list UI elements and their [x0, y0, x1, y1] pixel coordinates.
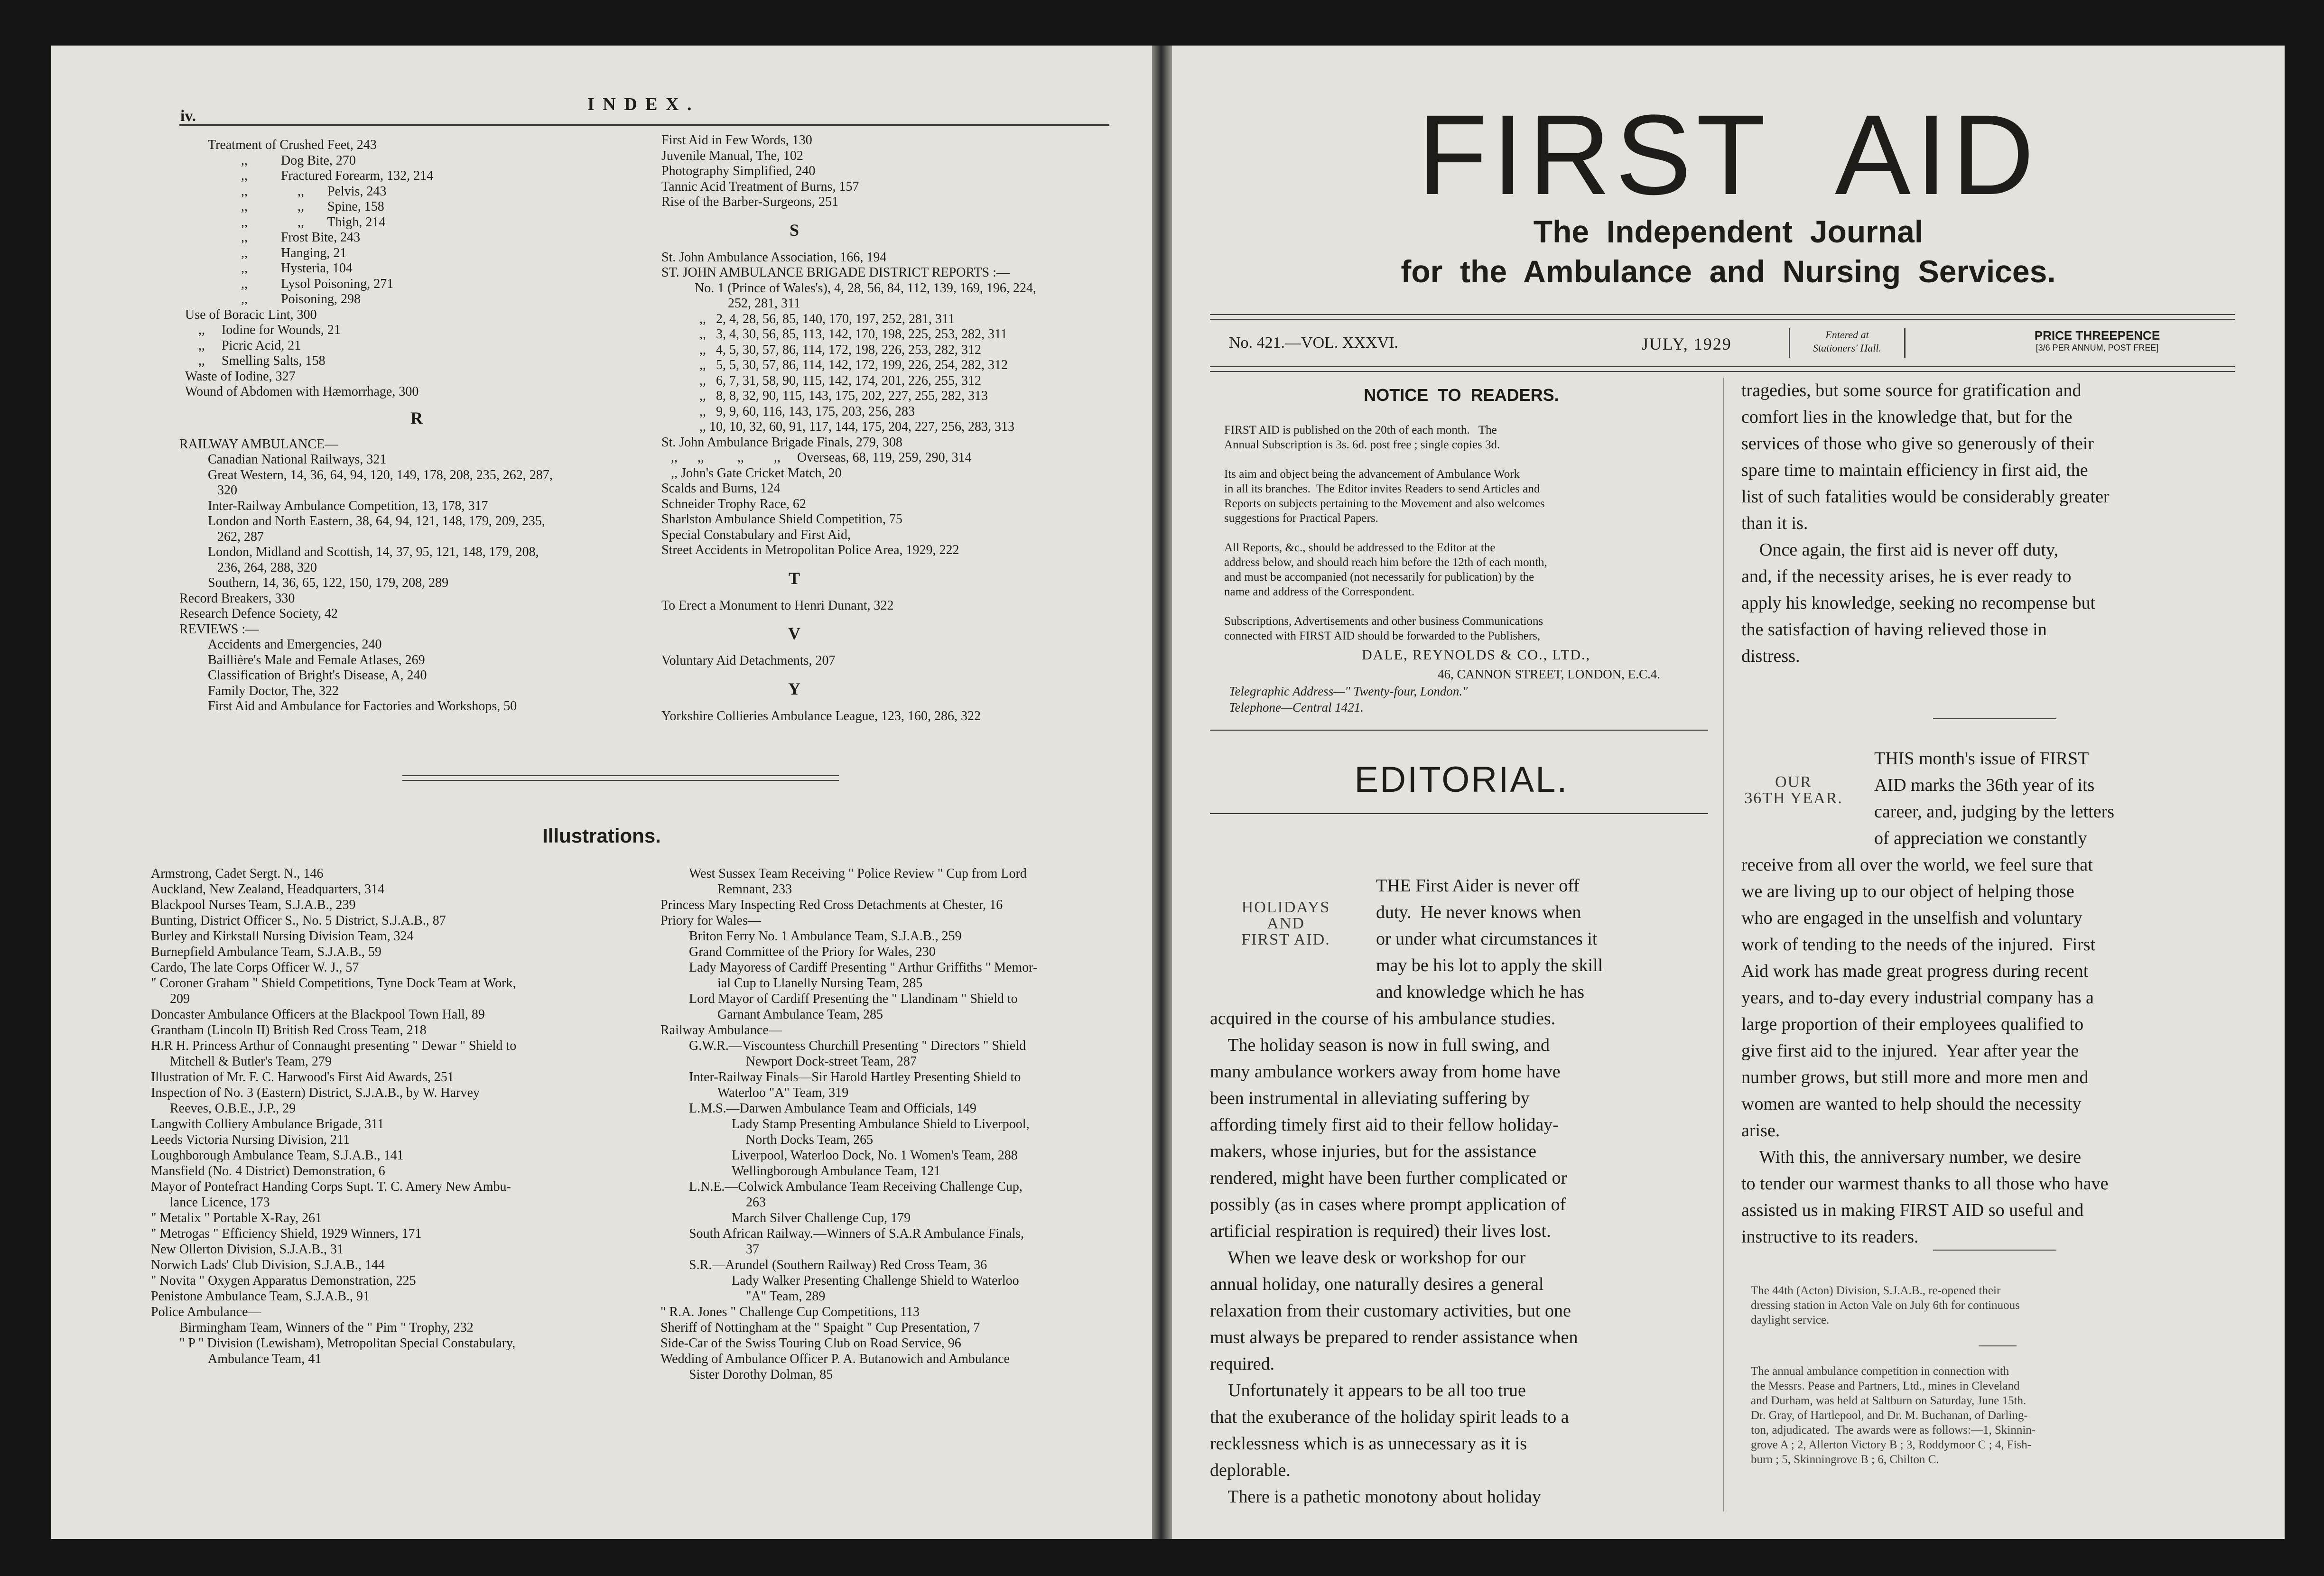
section-divider [402, 775, 839, 781]
illustration-entry: Remnant, 233 [717, 882, 792, 897]
editorial-line: or under what circumstances it [1376, 929, 1598, 949]
editorial-line: Aid work has made great progress during recent [1741, 961, 2089, 981]
index-entry: Sharlston Ambulance Shield Competition, 75 [661, 512, 902, 527]
note-line: dressing station in Acton Vale on July 6th for continuous [1751, 1299, 2020, 1312]
illustration-entry: Sheriff of Nottingham at the " Spaight " Cup Presentation, 7 [660, 1320, 980, 1335]
editorial-line: arise. [1741, 1121, 1780, 1140]
news-note-acton [1751, 1285, 2263, 1329]
price-line-1: PRICE THREEPENCE [2034, 328, 2160, 343]
note-line: ton, adjudicated. The awards were as follows:—1, Skinnin- [1751, 1424, 2036, 1437]
editorial-line: must always be prepared to render assistance when [1210, 1327, 1578, 1347]
illustration-entry: Lady Walker Presenting Challenge Shield to Waterloo [732, 1273, 1019, 1288]
editorial-line: the satisfaction of having relieved those in [1741, 620, 2047, 640]
note-line: grove A ; 2, Allerton Victory B ; 3, Roddymoor C ; 4, Fish- [1751, 1438, 2032, 1451]
price-line-2: [3/6 PER ANNUM, POST FREE] [2036, 343, 2159, 352]
editorial-line: and knowledge which he has [1376, 982, 1584, 1002]
index-entry: Waste of Iodine, 327 [185, 369, 296, 384]
illustration-entry: Lord Mayor of Cardiff Presenting the " Llandinam " Shield to [689, 992, 1018, 1006]
illustration-entry: L.N.E.—Colwick Ambulance Team Receiving Challenge Cup, [689, 1179, 1023, 1194]
illustration-entry: Reeves, O.B.E., J.P., 29 [170, 1101, 296, 1116]
index-entry: ,, Fractured Forearm, 132, 214 [241, 168, 434, 183]
editorial-line: When we leave desk or workshop for our [1210, 1248, 1526, 1268]
index-entries-treatment [179, 139, 654, 401]
sidehead-line: HOLIDAYS [1241, 899, 1330, 916]
illustration-entry: Auckland, New Zealand, Headquarters, 314 [151, 882, 385, 897]
illustration-entry: Inter-Railway Finals—Sir Harold Hartley Presenting Shield to [689, 1070, 1021, 1085]
note-line: Dr. Gray, of Hartlepool, and Dr. M. Buchanan, of Darling- [1751, 1409, 2028, 1422]
left-page [51, 46, 1152, 1539]
editorial-line: to tender our warmest thanks to all those who have [1741, 1174, 2109, 1194]
illustration-entry: Grantham (Lincoln II) British Red Cross Team, 218 [151, 1023, 427, 1038]
notice-line: Its aim and object being the advancement of Ambulance Work [1224, 468, 1520, 481]
index-entry: ,, 2, 4, 28, 56, 85, 140, 170, 197, 252, 281, 311 [699, 311, 955, 326]
index-entry: ,, 6, 7, 31, 58, 90, 115, 142, 174, 201, 226, 255, 312 [699, 373, 981, 388]
editorial-line: makers, whose injuries, but for the assistance [1210, 1141, 1537, 1161]
index-entry: ,, Iodine for Wounds, 21 [198, 323, 341, 337]
illustration-entry: H.R H. Princess Arthur of Connaught presenting " Dewar " Shield to [151, 1038, 517, 1053]
illustration-entry: South African Railway.—Winners of S.A.R Ambulance Finals, [689, 1226, 1024, 1241]
illustration-entry: Priory for Wales— [660, 913, 761, 928]
entered-line-2: Stationers' Hall. [1813, 342, 1882, 354]
illustrations-column-1 [151, 867, 673, 1368]
illustration-entry: Lady Mayoress of Cardiff Presenting " Arthur Griffiths " Memor- [689, 960, 1038, 975]
editorial-line: The holiday season is now in full swing, and [1210, 1035, 1550, 1055]
editorial-line: services of those who give so generously of their [1741, 434, 2094, 454]
index-entry: ,, Dog Bite, 270 [241, 153, 356, 168]
illustration-entry: Langwith Colliery Ambulance Brigade, 311 [151, 1117, 384, 1131]
telegraphic-address: Telegraphic Address—" Twenty-four, London." [1229, 684, 1468, 698]
editorial-line: THIS month's issue of FIRST [1874, 749, 2089, 769]
illustration-entry: Cardo, The late Corps Officer W. J., 57 [151, 960, 359, 975]
index-entry: Southern, 14, 36, 65, 122, 150, 179, 208, 289 [208, 575, 449, 590]
index-entry: St. John Ambulance Association, 166, 194 [661, 250, 887, 265]
notice-body [1224, 424, 1713, 645]
notice-line [1224, 527, 1713, 542]
illustration-entry: Sister Dorothy Dolman, 85 [689, 1367, 833, 1382]
editorial-line: many ambulance workers away from home have [1210, 1062, 1561, 1082]
index-entry: ,, Smelling Salts, 158 [198, 353, 325, 368]
index-entry-rise: Rise of the Barber-Surgeons, 251 [661, 195, 838, 209]
editorial-column-2-top [1741, 381, 2273, 674]
illustration-entry: " R.A. Jones " Challenge Cup Competitions, 113 [660, 1305, 920, 1319]
index-entry: ,, 10, 10, 32, 60, 91, 117, 144, 175, 204, 227, 256, 283, 313 [699, 419, 1014, 434]
separator-2 [1933, 1250, 2056, 1251]
index-entry: ,, Frost Bite, 243 [241, 230, 361, 245]
index-entry: 262, 287 [217, 529, 264, 544]
notice-line [1224, 601, 1713, 615]
editorial-line: annual holiday, one naturally desires a general [1210, 1274, 1544, 1294]
editorial-line: comfort lies in the knowledge that, but for the [1741, 407, 2073, 427]
editorial-line: may be his lot to apply the skill [1376, 955, 1603, 975]
notice-line: and must be accompanied (not necessarily for publication) by the [1224, 571, 1534, 584]
editorial-line: large proportion of their employees qualified to [1741, 1014, 2084, 1034]
entered-line-1: Entered at [1825, 329, 1869, 341]
right-page [1172, 46, 2285, 1539]
note-line: the Messrs. Pease and Partners, Ltd., mines in Cleveland [1751, 1380, 2020, 1392]
index-letter-s: S [789, 220, 799, 240]
notice-line: address below, and should reach him before the 12th of each month, [1224, 556, 1547, 569]
index-letter-t: T [788, 568, 800, 588]
illustration-entry: " Coroner Graham " Shield Competitions, Tyne Dock Team at Work, [151, 976, 516, 991]
index-entry: 320 [217, 483, 237, 498]
illustration-entry: " Novita " Oxygen Apparatus Demonstration, 225 [151, 1273, 416, 1288]
illustration-entry: lance Licence, 173 [170, 1195, 270, 1210]
illustration-entry: Illustration of Mr. F. C. Harwood's First Aid Awards, 251 [151, 1070, 454, 1085]
editorial-line: affording timely first aid to their fellow holiday- [1210, 1115, 1559, 1135]
index-entry: Wound of Abdomen with Hæmorrhage, 300 [185, 384, 419, 399]
index-letter-y: Y [788, 679, 800, 698]
illustration-entry: Mayor of Pontefract Handing Corps Supt. T. C. Amery New Ambu- [151, 1179, 511, 1194]
index-entry: No. 1 (Prince of Wales's), 4, 28, 56, 84, 112, 139, 169, 196, 224, [695, 280, 1036, 296]
editorial-line: rendered, might have been further complicated or [1210, 1168, 1567, 1188]
editorial-line: tragedies, but some source for gratification and [1741, 380, 2082, 400]
issue-rule-bottom [1210, 366, 2235, 372]
editorial-line: work of tending to the needs of the injured. First [1741, 935, 2096, 955]
index-entry: Juvenile Manual, The, 102 [661, 148, 803, 163]
index-entry: ,, 9, 9, 60, 116, 143, 175, 203, 256, 283 [699, 404, 915, 419]
illustration-entry: Burley and Kirkstall Nursing Division Team, 324 [151, 929, 414, 944]
illustration-entry: " Metalix " Portable X-Ray, 261 [151, 1211, 322, 1225]
index-letter-r: R [410, 408, 423, 427]
index-entry: First Aid in Few Words, 130 [661, 133, 812, 148]
editorial-line: that the exuberance of the holiday spirit leads to a [1210, 1407, 1569, 1427]
index-entry: Tannic Acid Treatment of Burns, 157 [661, 179, 859, 194]
index-entry: ,, ,, Pelvis, 243 [241, 184, 387, 199]
editorial-line: recklessness which is as unnecessary as it is [1210, 1434, 1527, 1454]
illustration-entry: Norwich Lads' Club Division, S.J.A.B., 144 [151, 1258, 385, 1272]
index-entry: Accidents and Emergencies, 240 [208, 637, 382, 652]
illustration-entry: " Metrogas " Efficiency Shield, 1929 Winners, 171 [151, 1226, 422, 1241]
index-entry: First Aid and Ambulance for Factories and Workshops, 50 [208, 699, 517, 714]
note-line: The 44th (Acton) Division, S.J.A.B., re-opened their [1751, 1284, 2001, 1297]
illustration-entry: L.M.S.—Darwen Ambulance Team and Officials, 149 [689, 1101, 976, 1116]
editorial-line: artificial respiration is required) their lives lost. [1210, 1221, 1551, 1241]
index-entry: Schneider Trophy Race, 62 [661, 496, 806, 511]
index-entry: Use of Boracic Lint, 300 [185, 307, 317, 322]
page-number: iv. [180, 107, 196, 125]
editorial-column-1 [1210, 1010, 1722, 1514]
price [1974, 328, 2221, 353]
notice-line [1224, 454, 1713, 468]
editorial-line: assisted us in making FIRST AID so useful and [1741, 1200, 2084, 1220]
notice-line: in all its branches. The Editor invites Readers to send Articles and [1224, 482, 1540, 495]
illustration-entry: Armstrong, Cadet Sergt. N., 146 [151, 866, 324, 881]
editorial-intro [1376, 877, 1718, 1010]
issue-date: JULY, 1929 [1642, 334, 1732, 353]
index-entry: Special Constabulary and First Aid, [661, 527, 851, 542]
editorial-line: who are engaged in the unselfish and voluntary [1741, 908, 2082, 928]
illustration-entry: West Sussex Team Receiving " Police Review " Cup from Lord [689, 866, 1027, 881]
editorial-line: AID marks the 36th year of its [1874, 775, 2095, 795]
header-rule [179, 124, 1109, 126]
illustration-entry: Lady Stamp Presenting Ambulance Shield to Liverpool, [732, 1117, 1030, 1131]
index-entries-r [179, 438, 654, 715]
index-header: I N D E X . [587, 94, 694, 114]
editorial-line: years, and to-day every industrial company has a [1741, 988, 2094, 1008]
sidehead-36th-year [1722, 774, 1865, 807]
illustration-entry: S.R.—Arundel (Southern Railway) Red Cross Team, 36 [689, 1258, 987, 1272]
editorial-line: THE First Aider is never off [1376, 876, 1580, 896]
editorial-line: number grows, but still more and more men and [1741, 1067, 2089, 1087]
editorial-title: EDITORIAL. [1354, 760, 1569, 800]
editorial-36th-intro [1874, 750, 2263, 856]
illustrations-column-2 [660, 867, 1152, 1384]
index-entry: Great Western, 14, 36, 64, 94, 120, 149, 178, 208, 235, 262, 287, [208, 467, 553, 482]
editorial-line: duty. He never knows when [1376, 902, 1581, 922]
illustrations-title: Illustrations. [542, 825, 661, 847]
index-entry: ,, John's Gate Cricket Match, 20 [671, 465, 842, 481]
sidehead-line: FIRST AID. [1241, 931, 1330, 948]
notice-title: NOTICE TO READERS. [1364, 385, 1559, 405]
note-line: daylight service. [1751, 1314, 1830, 1326]
index-entry: ,, Picric Acid, 21 [198, 338, 301, 353]
illustration-entry: Briton Ferry No. 1 Ambulance Team, S.J.A.B., 259 [689, 929, 962, 944]
notice-line: suggestions for Practical Papers. [1224, 512, 1378, 525]
notice-line: Annual Subscription is 3s. 6d. post free ; single copies 3d. [1224, 438, 1500, 451]
illustration-entry: Newport Dock-street Team, 287 [746, 1054, 917, 1069]
masthead-title: FIRST AID [1417, 91, 2039, 218]
telephone: Telephone—Central 1421. [1229, 700, 1364, 714]
note-line: The annual ambulance competition in connection with [1751, 1365, 2009, 1378]
index-entry: RAILWAY AMBULANCE— [179, 436, 338, 452]
index-entry: Canadian National Railways, 321 [208, 452, 387, 467]
news-note-competition [1751, 1365, 2263, 1468]
illustration-entry: New Ollerton Division, S.J.A.B., 31 [151, 1242, 344, 1257]
illustration-entry: Inspection of No. 3 (Eastern) District, S.J.A.B., by W. Harvey [151, 1085, 480, 1100]
editorial-line: apply his knowledge, seeking no recompense but [1741, 593, 2096, 613]
editorial-line: been instrumental in alleviating suffering by [1210, 1088, 1530, 1108]
sidehead-line: OUR [1775, 773, 1812, 791]
illustration-entry: Mansfield (No. 4 District) Demonstration, 6 [151, 1164, 385, 1178]
editorial-line: distress. [1741, 646, 1800, 666]
illustration-entry: Leeds Victoria Nursing Division, 211 [151, 1132, 350, 1147]
sidehead-line: 36TH YEAR. [1744, 789, 1843, 807]
index-entry: ,, ,, ,, ,, Overseas, 68, 119, 259, 290, 314 [671, 450, 972, 465]
illustration-entry: Grand Committee of the Priory for Wales, 230 [689, 945, 936, 959]
issue-number: No. 421.—VOL. XXXVI. [1229, 334, 1398, 352]
illustration-entry: "A" Team, 289 [746, 1289, 826, 1304]
index-entry: ,, ,, Thigh, 214 [241, 214, 386, 230]
index-entry: Classification of Bright's Disease, A, 240 [208, 668, 427, 683]
index-column-1 [179, 139, 654, 715]
illustration-entry: 209 [170, 992, 190, 1006]
illustration-entry: Princess Mary Inspecting Red Cross Detachments at Chester, 16 [660, 898, 1003, 912]
column-divider [1723, 378, 1724, 1511]
note-line: and Durham, was held at Saltburn on Saturday, June 15th. [1751, 1394, 2027, 1407]
separator-3 [1979, 1345, 2017, 1346]
illustrations-list-1 [151, 867, 673, 1368]
notice-line: All Reports, &c., should be addressed to the Editor at the [1224, 541, 1496, 554]
editorial-line: instructive to its readers. [1741, 1227, 1919, 1247]
illustration-entry: Railway Ambulance— [660, 1023, 782, 1038]
notice-line: connected with FIRST AID should be forwarded to the Publishers, [1224, 630, 1541, 642]
editorial-line: than it is. [1741, 513, 1808, 533]
notice-line: FIRST AID is published on the 20th of each month. The [1224, 424, 1497, 436]
editorial-line: required. [1210, 1354, 1275, 1374]
illustration-entry: Birmingham Team, Winners of the " Pim " Trophy, 232 [179, 1320, 474, 1335]
masthead-subtitle-2: for the Ambulance and Nursing Services. [1401, 254, 2056, 289]
index-entry: Photography Simplified, 240 [661, 164, 816, 178]
index-entry-t: To Erect a Monument to Henri Dunant, 322 [661, 598, 894, 613]
editorial-line: There is a pathetic monotony about holiday [1210, 1487, 1541, 1507]
index-entry: London, Midland and Scottish, 14, 37, 95, 121, 148, 179, 208, [208, 545, 539, 559]
index-entry: Treatment of Crushed Feet, 243 [208, 138, 377, 152]
illustration-entry: Police Ambulance— [151, 1305, 261, 1319]
editorial-rule [1210, 813, 1708, 814]
index-entry: ,, 5, 5, 30, 57, 86, 114, 142, 172, 199, 226, 254, 282, 312 [699, 358, 1008, 372]
index-entry: ,, 3, 4, 30, 56, 85, 113, 142, 170, 198, 225, 253, 282, 311 [699, 327, 1007, 342]
illustration-entry: Bunting, District Officer S., No. 5 District, S.J.A.B., 87 [151, 913, 446, 928]
illustration-entry: Liverpool, Waterloo Dock, No. 1 Women's Team, 288 [732, 1148, 1018, 1163]
index-entries-reviews-cont [661, 134, 1136, 195]
illustration-entry: Loughborough Ambulance Team, S.J.A.B., 141 [151, 1148, 404, 1163]
editorial-line: deplorable. [1210, 1460, 1291, 1480]
index-entry: 236, 264, 288, 320 [217, 560, 317, 575]
notice-line: Subscriptions, Advertisements and other business Communications [1224, 615, 1543, 628]
editorial-line: relaxation from their customary activities, but one [1210, 1301, 1571, 1321]
index-entry: ST. JOHN AMBULANCE BRIGADE DISTRICT REPORTS :— [661, 265, 1010, 280]
notice-text [1224, 424, 1713, 645]
editorial-line: possibly (as in cases where prompt application of [1210, 1195, 1566, 1214]
index-entry: Inter-Railway Ambulance Competition, 13, 178, 317 [208, 498, 488, 513]
illustration-entry: Garnant Ambulance Team, 285 [717, 1007, 883, 1022]
editorial-line: give first aid to the injured. Year after year the [1741, 1041, 2079, 1061]
index-entry-y: Yorkshire Collieries Ambulance League, 123, 160, 286, 322 [661, 708, 981, 723]
illustration-entry: Wedding of Ambulance Officer P. A. Butanowich and Ambulance [660, 1352, 1010, 1366]
index-entry: ,, ,, Spine, 158 [241, 199, 384, 214]
notice-line: Reports on subjects pertaining to the Movement and also welcomes [1224, 497, 1545, 510]
illustration-entry: Doncaster Ambulance Officers at the Blackpool Town Hall, 89 [151, 1007, 485, 1022]
index-entry: ,, 8, 8, 32, 90, 115, 143, 175, 202, 227, 255, 282, 313 [699, 389, 988, 403]
index-entry: ,, Lysol Poisoning, 271 [241, 276, 394, 291]
issue-rule-top [1210, 314, 2235, 320]
index-letter-v: V [788, 624, 800, 643]
illustration-entry: Waterloo "A" Team, 319 [717, 1085, 849, 1100]
editorial-line: and, if the necessity arises, he is ever ready to [1741, 566, 2072, 586]
editorial-line: we are living up to our object of helping those [1741, 881, 2074, 901]
sidehead-line: AND [1267, 915, 1305, 932]
editorial-line: Once again, the first aid is never off duty, [1741, 540, 2058, 560]
publisher-address: 46, CANNON STREET, LONDON, E.C.4. [1438, 667, 1660, 681]
editorial-line: receive from all over the world, we feel sure that [1741, 855, 2093, 875]
index-entry: ,, Poisoning, 298 [241, 292, 361, 306]
index-entry: Record Breakers, 330 [179, 591, 295, 606]
editorial-line: career, and, judging by the letters [1874, 802, 2115, 822]
illustration-entry: ial Cup to Llanelly Nursing Team, 285 [717, 976, 923, 991]
index-entry: Family Doctor, The, 322 [208, 683, 339, 698]
illustration-entry: Ambulance Team, 41 [208, 1352, 322, 1366]
illustration-entry: Wellingborough Ambulance Team, 121 [732, 1164, 941, 1178]
editorial-line: Unfortunately it appears to be all too true [1210, 1381, 1526, 1400]
index-entry: London and North Eastern, 38, 64, 94, 121, 148, 179, 209, 235, [208, 514, 545, 528]
illustration-entry: Blackpool Nurses Team, S.J.A.B., 239 [151, 898, 356, 912]
index-entry: Scalds and Burns, 124 [661, 481, 781, 496]
editorial-column-2-body [1741, 856, 2273, 1254]
editorial-line: acquired in the course of his ambulance studies. [1210, 1009, 1556, 1029]
index-entry: ,, Hanging, 21 [241, 245, 347, 260]
notice-rule [1210, 730, 1708, 731]
masthead-subtitle-1: The Independent Journal [1533, 214, 1924, 249]
index-entry: 252, 281, 311 [728, 296, 800, 311]
notice-line: name and address of the Correspondent. [1224, 585, 1415, 598]
illustration-entry: Penistone Ambulance Team, S.J.A.B., 91 [151, 1289, 370, 1304]
index-entry: St. John Ambulance Brigade Finals, 279, 308 [661, 435, 902, 450]
index-entry: REVIEWS :— [179, 621, 259, 637]
note-line: burn ; 5, Skinningrove B ; 6, Chilton C. [1751, 1453, 1939, 1466]
editorial-line: list of such fatalities would be considerably greater [1741, 487, 2110, 507]
editorial-line: of appreciation we constantly [1874, 828, 2087, 848]
index-entry: Street Accidents in Metropolitan Police Area, 1929, 222 [661, 543, 959, 557]
illustration-entry: G.W.R.—Viscountess Churchill Presenting " Directors " Shield [689, 1038, 1026, 1053]
book-gutter [1152, 46, 1172, 1539]
index-entry-v: Voluntary Aid Detachments, 207 [661, 653, 836, 668]
index-entry: Research Defence Society, 42 [179, 606, 338, 621]
publisher-name: DALE, REYNOLDS & CO., LTD., [1362, 647, 1591, 663]
separator-1 [1933, 718, 2056, 719]
illustration-entry: " P " Division (Lewisham), Metropolitan Special Constabulary, [179, 1336, 516, 1351]
illustration-entry: Burnepfield Ambulance Team, S.J.A.B., 59 [151, 945, 381, 959]
illustration-entry: Mitchell & Butler's Team, 279 [170, 1054, 332, 1069]
sidehead-holidays [1210, 899, 1362, 948]
illustration-entry: 37 [746, 1242, 759, 1257]
editorial-line: women are wanted to help should the necessity [1741, 1094, 2082, 1114]
illustration-entry: March Silver Challenge Cup, 179 [732, 1211, 911, 1225]
index-column-2 [661, 134, 1136, 725]
illustrations-list-2 [660, 867, 1152, 1384]
index-entry: Baillière's Male and Female Atlases, 269 [208, 652, 425, 667]
index-entry: ,, 4, 5, 30, 57, 86, 114, 172, 198, 226, 253, 282, 312 [699, 342, 981, 357]
editorial-line: spare time to maintain efficiency in first aid, the [1741, 460, 2088, 480]
index-entry: ,, Hysteria, 104 [241, 261, 353, 276]
editorial-line: With this, the anniversary number, we desire [1741, 1147, 2081, 1167]
index-entries-s [661, 251, 1136, 559]
entered-stamp [1789, 328, 1906, 358]
illustration-entry: North Docks Team, 265 [746, 1132, 874, 1147]
illustration-entry: 263 [746, 1195, 766, 1210]
illustration-entry: Side-Car of the Swiss Touring Club on Road Service, 96 [660, 1336, 961, 1351]
